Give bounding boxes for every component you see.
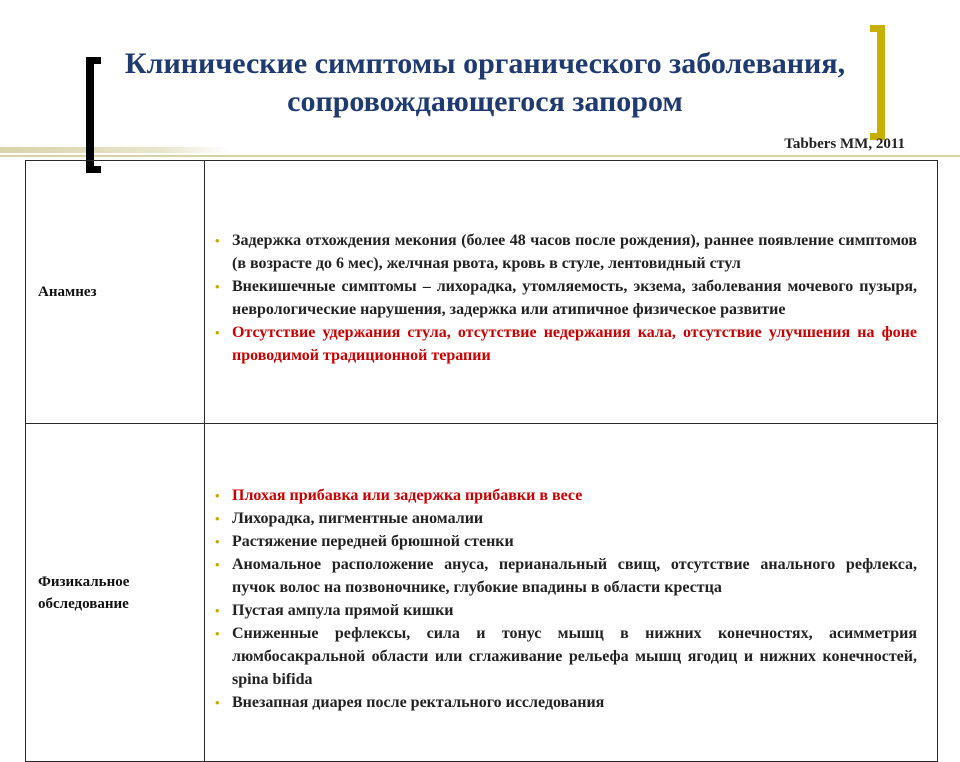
page-title: Клинические симптомы органического заболевания, сопровождающегося запором — [124, 47, 846, 118]
bullet-icon: • — [215, 325, 220, 340]
table-row-physical-exam — [26, 424, 938, 762]
bullet-icon: • — [215, 279, 220, 294]
list-item-text: Лихорадка, пигментные аномалии — [232, 509, 484, 527]
citation: Tabbers MM, 2011 — [784, 136, 905, 152]
bullet-icon: • — [215, 510, 220, 526]
list-item — [215, 691, 917, 714]
row-content — [205, 161, 938, 424]
row-content — [205, 424, 938, 762]
list-item-text: Внекишечные симптомы – лихорадка, утомляемость, экзема, заболевания мочевого пузыря, неврологические нарушения, задержка или атипичное физическое развитие — [232, 278, 917, 318]
list-item — [215, 229, 917, 275]
list-item-text: Пустая ампула прямой кишки — [232, 601, 454, 619]
list-item-text: Задержка отхождения мекония (более 48 часов после рождения), раннее появление симптомов (в возрасте до 6 мес), желчная рвота, кровь в стуле, лентовидный стул — [232, 232, 917, 272]
list-item — [215, 530, 917, 553]
symptom-list — [215, 229, 917, 367]
bullet-icon: • — [215, 625, 220, 641]
table-row-anamnesis — [26, 161, 938, 424]
symptoms-table — [25, 160, 938, 762]
list-item-text: Отсутствие удержания стула, отсутствие недержания кала, отсутствие улучшения на фоне проводимой традиционной терапии — [232, 324, 917, 364]
bullet-icon: • — [215, 533, 220, 549]
decorative-line-top — [0, 147, 230, 153]
decorative-line — [0, 155, 960, 157]
list-item-text: Плохая прибавка или задержка прибавки в весе — [232, 486, 583, 504]
bullet-icon: • — [215, 694, 220, 710]
right-bracket-decoration — [870, 25, 885, 140]
bullet-icon: • — [215, 602, 220, 618]
bullet-icon: • — [215, 556, 220, 572]
list-item — [215, 507, 917, 530]
list-item-text: Растяжение передней брюшной стенки — [232, 532, 514, 550]
list-item — [215, 599, 917, 622]
list-item — [215, 553, 917, 599]
list-item-text: Аномальное расположение ануса, перианальный свищ, отсутствие анального рефлекса, пучок волос на позвоночнике, глубокие впадины в области крестца — [232, 555, 917, 596]
list-item — [215, 321, 917, 367]
list-item — [215, 275, 917, 321]
list-item-text: Сниженные рефлексы, сила и тонус мышц в нижних конечностях, асимметрия люмбосакральной области или сглаживание рельефа мышц ягодиц и нижних конечностей, spina bifida — [232, 624, 917, 688]
bullet-icon: • — [215, 233, 220, 248]
row-label: Физикальное обследование — [26, 424, 205, 762]
row-label: Анамнез — [26, 161, 205, 424]
list-item — [215, 622, 917, 691]
left-bracket-decoration — [86, 57, 101, 173]
list-item — [215, 484, 917, 507]
symptom-list — [215, 484, 917, 714]
bullet-icon: • — [215, 487, 220, 503]
list-item-text: Внезапная диарея после ректального исследования — [232, 693, 605, 711]
